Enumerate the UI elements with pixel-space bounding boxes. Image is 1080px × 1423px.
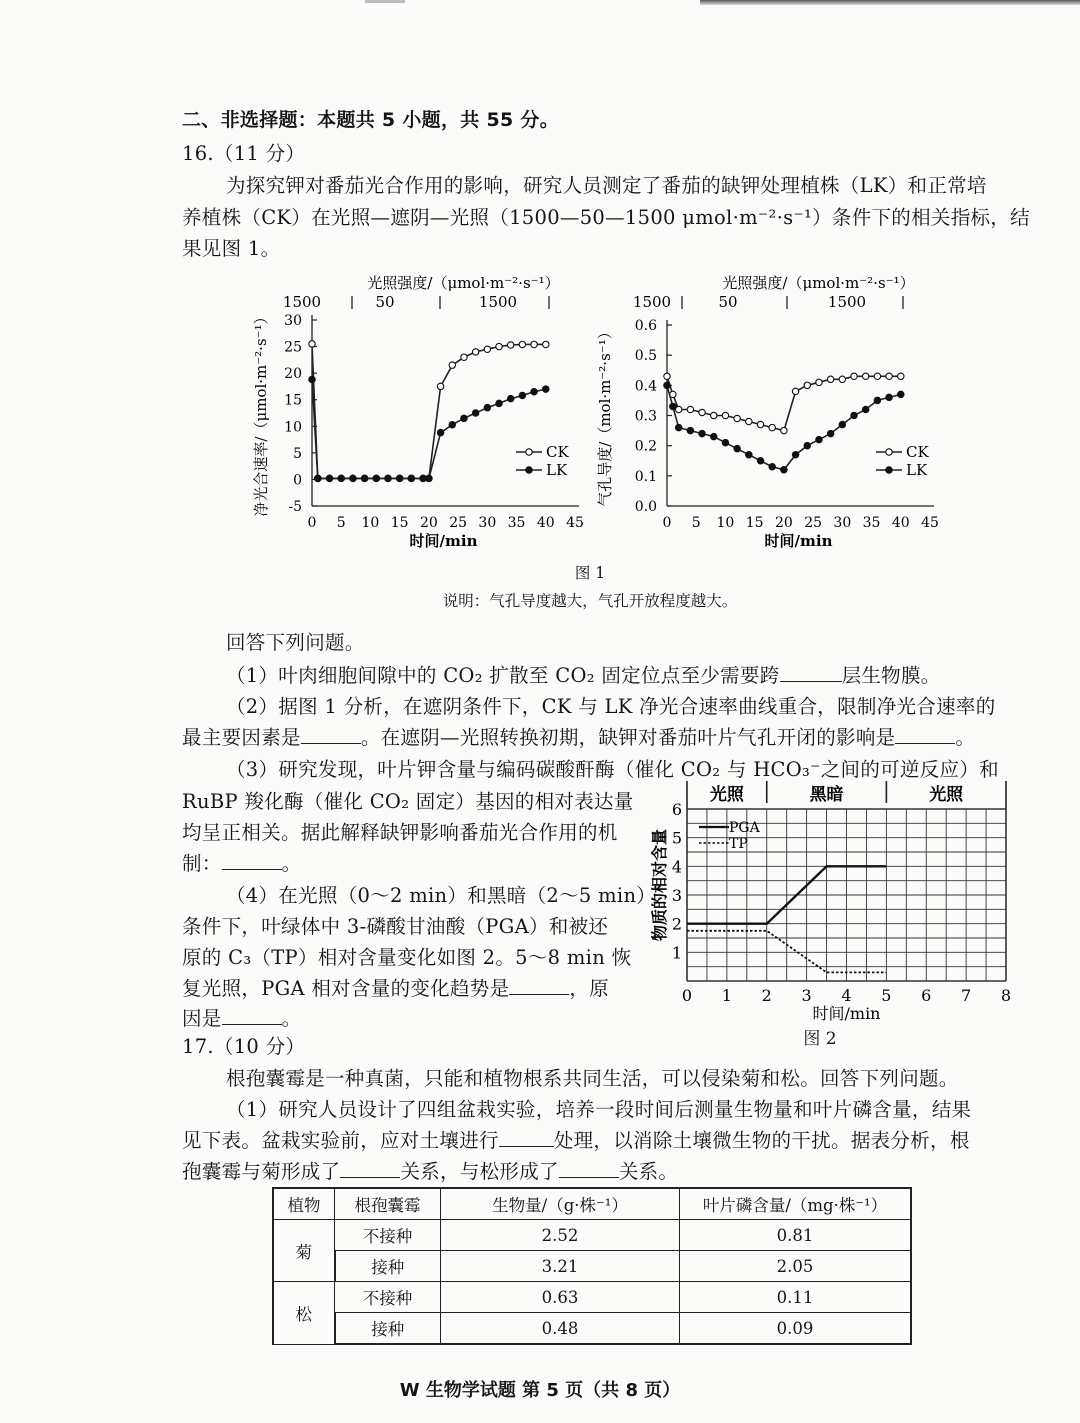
q16-p2-line1: （2）据图 1 分析，在遮阴条件下，CK 与 LK 净光合速率曲线重合，限制净光合速率的 — [226, 695, 996, 718]
table-row — [273, 1251, 911, 1282]
light-level-label: 1500 — [282, 293, 322, 311]
blank[interactable] — [222, 1023, 282, 1025]
x-tick-label: 45 — [921, 515, 939, 531]
table-header-row — [273, 1188, 911, 1220]
data-point-LK — [664, 382, 670, 388]
y-tick-label: 1 — [671, 943, 682, 963]
data-point-LK — [675, 424, 681, 430]
table-header: 叶片磷含量/（mg·株⁻¹） — [680, 1188, 912, 1220]
x-tick-label: 5 — [336, 515, 346, 531]
table-header: 植物 — [273, 1188, 335, 1220]
data-point-LK — [792, 452, 798, 458]
data-point-LK — [508, 395, 514, 401]
q16-p4-line4: 复光照，PGA 相对含量的变化趋势是 ，原 — [182, 977, 609, 1000]
phase-label: 光照 — [709, 785, 744, 805]
blank[interactable] — [559, 1176, 619, 1178]
q16-number: 16.（11 分） — [182, 142, 306, 165]
legend-marker-CK — [886, 449, 892, 455]
data-point-CK — [437, 383, 443, 389]
data-point-LK — [361, 475, 367, 481]
q16-p3-line2: RuBP 羧化酶（催化 CO₂ 固定）基因的相对表达量 — [182, 790, 634, 813]
data-point-LK — [519, 392, 525, 398]
blank[interactable] — [895, 742, 955, 744]
data-point-CK — [839, 376, 845, 382]
table-cell: 2.05 — [680, 1251, 912, 1282]
data-point-CK — [769, 424, 775, 430]
results-table — [272, 1187, 912, 1345]
data-point-LK — [350, 475, 356, 481]
data-point-CK — [496, 343, 502, 349]
light-level-label: 50 — [375, 293, 395, 311]
y-tick-label: 30 — [284, 313, 302, 329]
data-point-LK — [449, 421, 455, 427]
table-row — [273, 1313, 911, 1345]
x-tick-label: 40 — [536, 515, 555, 531]
data-point-LK — [898, 391, 904, 397]
y-tick-label: 0 — [293, 472, 302, 489]
chart-stomatal-conductance — [590, 268, 950, 558]
x-tick-label: 0 — [307, 515, 317, 531]
data-point-LK — [315, 475, 321, 481]
y-tick-label: 0.5 — [634, 348, 657, 365]
data-point-CK — [309, 341, 315, 347]
table-cell: 接种 — [335, 1313, 441, 1345]
x-tick-label: 2 — [761, 986, 772, 1005]
x-tick-label: 6 — [921, 986, 932, 1005]
legend-label: LK — [546, 461, 568, 479]
x-tick-label: 25 — [449, 515, 468, 531]
q16-p3-line3: 均呈正相关。据此解释缺钾影响番茄光合作用的机 — [182, 821, 618, 844]
y-tick-label: 10 — [284, 419, 302, 436]
data-point-LK — [496, 400, 502, 406]
data-point-LK — [722, 439, 728, 445]
data-point-CK — [757, 421, 763, 427]
x-axis-label: 时间/min — [764, 532, 833, 550]
data-point-CK — [472, 349, 478, 355]
table-header: 根孢囊霉 — [335, 1188, 441, 1220]
x-tick-label: 5 — [881, 986, 892, 1005]
x-tick-label: 25 — [804, 515, 823, 531]
data-point-LK — [851, 412, 857, 418]
data-point-CK — [827, 376, 833, 382]
data-point-LK — [863, 406, 869, 412]
data-point-LK — [396, 475, 402, 481]
data-point-CK — [449, 362, 455, 368]
table-cell: 0.48 — [441, 1313, 680, 1345]
data-point-LK — [385, 475, 391, 481]
table-cell-plant: 菊 — [273, 1220, 335, 1282]
light-level-label: 1500 — [478, 293, 518, 311]
x-tick-label: 5 — [691, 515, 701, 531]
q17-number: 17.（10 分） — [182, 1035, 306, 1058]
table-cell: 3.21 — [441, 1251, 680, 1282]
data-point-CK — [804, 382, 810, 388]
q16-intro-2: 养植株（CK）在光照—遮阴—光照（1500—50—1500 μmol·m⁻²·s⁻¹）条件下的相关指标，结 — [182, 206, 1030, 229]
y-tick-label: 0.4 — [634, 378, 657, 395]
table-row — [273, 1220, 911, 1251]
series-line-CK — [667, 376, 901, 430]
y-tick-label: 15 — [284, 392, 302, 409]
x-tick-label: 45 — [566, 515, 584, 531]
data-point-LK — [472, 410, 478, 416]
data-point-LK — [827, 430, 833, 436]
data-point-LK — [437, 429, 443, 435]
q16-p3-line1: （3）研究发现，叶片钾含量与编码碳酸酐酶（催化 CO₂ 与 HCO₃⁻之间的可逆反应）和 — [226, 758, 999, 781]
table-cell: 0.81 — [680, 1220, 912, 1251]
y-tick-label: 3 — [671, 886, 682, 905]
q16-p2-line2: 最主要因素是 。在遮阴—光照转换初期，缺钾对番茄叶片气孔开闭的影响是 。 — [182, 726, 976, 749]
data-point-LK — [461, 415, 467, 421]
table-cell-plant: 松 — [273, 1282, 335, 1345]
blank[interactable] — [340, 1176, 400, 1178]
legend-label: PGA — [729, 820, 760, 836]
data-point-LK — [670, 403, 676, 409]
fig1-note: 说明：气孔导度越大，气孔开放程度越大。 — [442, 592, 738, 610]
x-tick-label: 1 — [721, 986, 732, 1005]
x-tick-label: 0 — [662, 515, 672, 531]
data-point-LK — [408, 475, 414, 481]
q16-p4-line5: 因是 。 — [182, 1007, 302, 1030]
legend-marker-CK — [526, 449, 532, 455]
legend-marker-LK — [886, 467, 892, 473]
q17-p1-line1: （1）研究人员设计了四组盆栽实验，培养一段时间后测量生物量和叶片磷含量，结果 — [226, 1098, 972, 1121]
y-tick-label: 5 — [293, 445, 302, 462]
x-tick-label: 20 — [419, 515, 438, 531]
y-tick-label: 25 — [284, 339, 302, 356]
data-point-LK — [699, 430, 705, 436]
light-axis-title: 光照强度/（μmol·m⁻²·s⁻¹） — [722, 274, 915, 292]
light-level-label: 1500 — [827, 293, 867, 311]
y-axis-label: 净光合速率/（μmol·m⁻²·s⁻¹） — [252, 309, 270, 517]
light-axis-title: 光照强度/（μmol·m⁻²·s⁻¹） — [367, 274, 560, 292]
y-tick-label: 4 — [671, 857, 682, 877]
q16-intro-3: 果见图 1。 — [182, 237, 281, 260]
legend-label: TP — [729, 836, 748, 852]
x-axis-label: 时间/min — [409, 532, 478, 550]
data-point-LK — [781, 467, 787, 473]
table-cell: 0.09 — [680, 1313, 912, 1345]
data-point-CK — [508, 342, 514, 348]
series-line-CK — [312, 344, 546, 479]
data-point-CK — [531, 341, 537, 347]
data-point-LK — [373, 475, 379, 481]
q16-p4-line2: 条件下，叶绿体中 3-磷酸甘油酸（PGA）和被还 — [182, 915, 609, 938]
light-level-label: 50 — [718, 293, 738, 311]
data-point-CK — [461, 354, 467, 360]
data-point-CK — [687, 406, 693, 412]
x-tick-label: 35 — [507, 515, 526, 531]
q16-intro-1: 为探究钾对番茄光合作用的影响，研究人员测定了番茄的缺钾处理植株（LK）和正常培 — [226, 174, 987, 197]
data-point-CK — [484, 346, 490, 352]
table-cell: 不接种 — [335, 1220, 441, 1251]
q17-p1-line3: 孢囊霉与菊形成了 关系，与松形成了 关系。 — [182, 1160, 679, 1183]
series-line-LK — [312, 380, 546, 479]
y-axis-label: 气孔导度/（mol·m⁻²·s⁻¹） — [596, 324, 614, 507]
data-point-CK — [664, 373, 670, 379]
table-header: 生物量/（g·株⁻¹） — [441, 1188, 680, 1220]
table-cell: 0.11 — [680, 1282, 912, 1313]
data-point-LK — [326, 475, 332, 481]
data-point-LK — [874, 397, 880, 403]
x-tick-label: 35 — [862, 515, 881, 531]
fig1-caption: 图 1 — [574, 564, 606, 582]
data-point-LK — [816, 436, 822, 442]
data-point-LK — [543, 386, 549, 392]
x-tick-label: 0 — [681, 986, 693, 1005]
section-title: 二、非选择题：本题共 5 小题，共 55 分。 — [182, 109, 560, 131]
y-tick-label: 0.3 — [634, 408, 657, 425]
data-point-LK — [734, 445, 740, 451]
data-point-LK — [769, 464, 775, 470]
chart-pga-tp — [645, 776, 1025, 1028]
data-point-CK — [519, 341, 525, 347]
x-tick-label: 10 — [716, 515, 735, 531]
data-point-CK — [711, 412, 717, 418]
table-cell: 0.63 — [441, 1282, 680, 1313]
data-point-CK — [886, 373, 892, 379]
blank[interactable] — [301, 742, 361, 744]
q16-p1: （1）叶肉细胞间隙中的 CO₂ 扩散至 CO₂ 固定位点至少需要跨 层生物膜。 — [226, 664, 941, 687]
data-point-CK — [816, 379, 822, 385]
data-point-CK — [863, 373, 869, 379]
data-point-LK — [309, 376, 315, 382]
data-point-LK — [484, 404, 490, 410]
data-point-CK — [734, 415, 740, 421]
data-point-LK — [426, 475, 432, 481]
x-tick-label: 30 — [478, 515, 497, 531]
data-point-LK — [531, 389, 537, 395]
x-tick-label: 20 — [774, 515, 793, 531]
y-tick-label: 0.1 — [634, 468, 657, 485]
x-tick-label: 10 — [361, 515, 380, 531]
data-point-LK — [804, 442, 810, 448]
scan-edge — [365, 0, 405, 3]
q17-intro: 根孢囊霉是一种真菌，只能和植物根系共同生活，可以侵染菊和松。回答下列问题。 — [226, 1067, 959, 1090]
data-point-LK — [886, 394, 892, 400]
blank[interactable] — [222, 868, 282, 870]
y-tick-label: 2 — [671, 914, 682, 934]
q16-p3-line4: 制： 。 — [182, 852, 302, 875]
data-point-LK — [687, 427, 693, 433]
y-tick-label: 5 — [671, 828, 682, 848]
blank[interactable] — [780, 680, 842, 682]
fig2-caption: 图 2 — [803, 1029, 837, 1049]
x-axis-label: 时间/min — [812, 1004, 881, 1023]
data-point-CK — [851, 373, 857, 379]
x-tick-label: 30 — [833, 515, 852, 531]
data-point-CK — [874, 373, 880, 379]
chart-net-photosynthesis — [240, 268, 600, 558]
data-point-CK — [722, 412, 728, 418]
blank[interactable] — [509, 993, 569, 995]
phase-label: 光照 — [929, 785, 964, 805]
q16-p4-line3: 原的 C₃（TP）相对含量变化如图 2。5～8 min 恢 — [182, 946, 632, 969]
x-tick-label: 15 — [745, 515, 764, 531]
x-tick-label: 40 — [891, 515, 910, 531]
x-tick-label: 7 — [961, 986, 972, 1005]
y-tick-label: 20 — [284, 366, 302, 383]
table-cell: 接种 — [335, 1251, 441, 1282]
y-axis-label: 物质的相对含量 — [650, 828, 669, 942]
data-point-CK — [781, 427, 787, 433]
legend-label: CK — [906, 443, 929, 461]
legend-marker-LK — [526, 467, 532, 473]
phase-label: 黑暗 — [809, 785, 844, 805]
data-point-LK — [746, 452, 752, 458]
data-point-CK — [792, 388, 798, 394]
y-tick-label: 0.0 — [634, 499, 657, 515]
data-point-LK — [839, 421, 845, 427]
q17-p1-line2: 见下表。盆栽实验前，应对土壤进行 处理，以消除土壤微生物的干扰。据表分析，根 — [182, 1129, 970, 1152]
y-tick-label: 0.2 — [634, 438, 657, 455]
x-tick-label: 4 — [841, 986, 852, 1005]
legend-label: LK — [906, 461, 928, 479]
light-level-label: 1500 — [632, 293, 672, 311]
y-tick-label: 6 — [671, 800, 682, 819]
table-cell: 2.52 — [441, 1220, 680, 1251]
y-tick-label: -5 — [288, 499, 302, 515]
data-point-LK — [338, 475, 344, 481]
data-point-CK — [699, 409, 705, 415]
answer-lead: 回答下列问题。 — [226, 631, 365, 654]
q16-p4-line1: （4）在光照（0～2 min）和黑暗（2～5 min） — [226, 884, 657, 907]
x-tick-label: 15 — [390, 515, 409, 531]
data-point-CK — [543, 341, 549, 347]
data-point-LK — [711, 433, 717, 439]
data-point-CK — [746, 418, 752, 424]
x-tick-label: 8 — [1000, 986, 1012, 1005]
data-point-LK — [757, 458, 763, 464]
table-cell: 不接种 — [335, 1282, 441, 1313]
legend-label: CK — [546, 443, 569, 461]
scan-edge — [700, 0, 1080, 5]
data-point-CK — [898, 373, 904, 379]
x-tick-label: 3 — [801, 986, 812, 1005]
y-tick-label: 0.6 — [634, 318, 657, 334]
blank[interactable] — [499, 1145, 554, 1147]
table-row — [273, 1282, 911, 1313]
page-footer: W 生物学试题 第 5 页（共 8 页） — [399, 1380, 681, 1401]
